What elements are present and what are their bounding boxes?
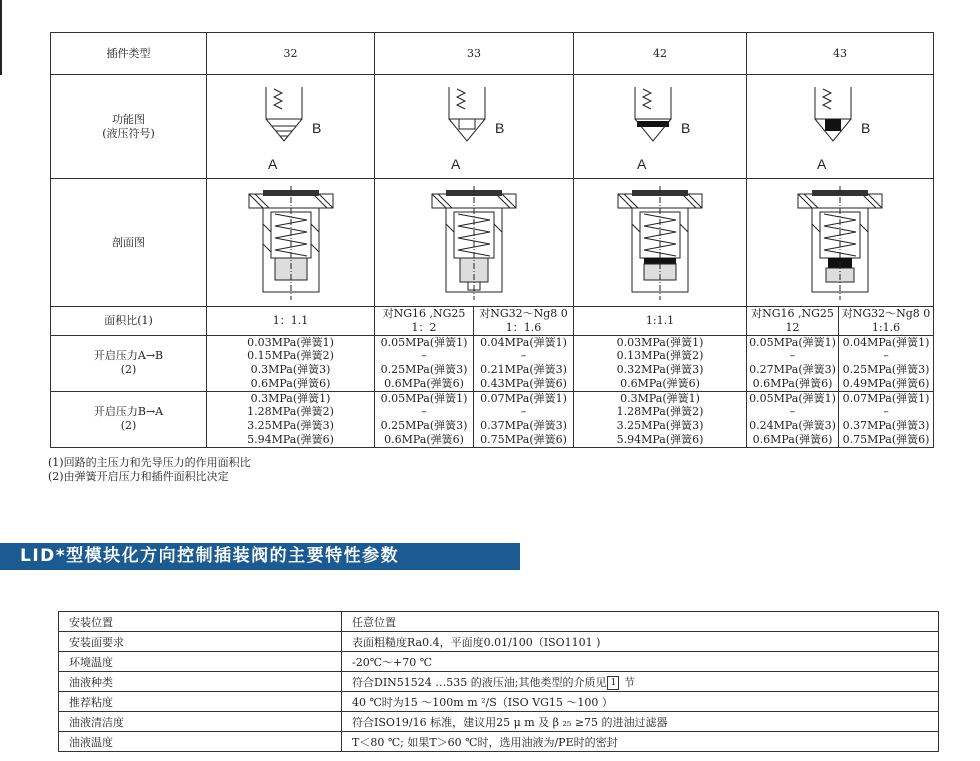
- property-label: 油液种类: [59, 672, 342, 692]
- property-row: [59, 712, 939, 732]
- svg-text:A: A: [451, 155, 461, 172]
- property-label: 环境温度: [59, 652, 342, 672]
- open-ba-32: 0.3MPa(弹簧1) 1.28MPa(弹簧2) 3.25MPa(弹簧3) 5.94MPa(弹簧6): [207, 391, 375, 447]
- property-label: 油液清洁度: [59, 712, 342, 732]
- check-valve-block-symbol-icon: [795, 79, 885, 175]
- section-33: [375, 179, 574, 307]
- open-ba-43-small: 0.05MPa(弹簧1) – 0.24MPa(弹簧3) 0.6MPa(弹簧6): [747, 391, 839, 447]
- svg-text:B: B: [861, 119, 871, 136]
- type-33: 33: [375, 33, 574, 75]
- property-label: 安装位置: [59, 612, 342, 632]
- properties-table: [58, 611, 939, 752]
- check-valve-seal-symbol-icon: [615, 79, 705, 175]
- svg-text:A: A: [267, 155, 277, 172]
- section-title-banner: LID*型模块化方向控制插装阀的主要特性参数: [0, 543, 520, 570]
- svg-text:A: A: [817, 155, 827, 172]
- cartridge-section-drawing-icon: [610, 184, 710, 302]
- cartridge-spec-table: [50, 32, 934, 448]
- footnotes: [48, 456, 251, 484]
- property-value: 表面粗糙度Ra0.4，平面度0.01/100（ISO1101 ): [342, 632, 939, 652]
- check-valve-damped-symbol-icon: [429, 79, 519, 175]
- function-row: [51, 75, 934, 179]
- open-pressure-ab-label: 开启压力A→B (2): [51, 335, 207, 391]
- open-ba-42: 0.3MPa(弹簧1) 1.28MPa(弹簧2) 3.25MPa(弹簧3) 5.94MPa(弹簧6): [574, 391, 747, 447]
- type-43: 43: [747, 33, 934, 75]
- area-32: 1：1.1: [207, 307, 375, 336]
- open-ab-32: 0.03MPa(弹簧1) 0.15MPa(弹簧2) 0.3MPa(弹簧3) 0.6MPa(弹簧6): [207, 335, 375, 391]
- property-row: [59, 672, 939, 692]
- area-43-large: 对NG32～Ng8 0 1:1.6: [839, 307, 934, 336]
- area-42: 1:1.1: [574, 307, 747, 336]
- property-value: 任意位置: [342, 612, 939, 632]
- property-label: 推荐粘度: [59, 692, 342, 712]
- function-label: 功能图 (液压符号): [51, 75, 207, 179]
- open-ab-42: 0.03MPa(弹簧1) 0.13MPa(弹簧2) 0.32MPa(弹簧3) 0.6MPa(弹簧6): [574, 335, 747, 391]
- cartridge-section-drawing-icon: [790, 184, 890, 302]
- open-pressure-ba-row: [51, 391, 934, 447]
- property-value: -20℃～+70 ℃: [342, 652, 939, 672]
- open-ba-33-large: 0.07MPa(弹簧1) – 0.37MPa(弹簧3) 0.75MPa(弹簧6): [474, 391, 574, 447]
- symbol-43: [747, 75, 934, 179]
- footnote-1: (1)回路的主压力和先导压力的作用面积比: [48, 456, 251, 469]
- svg-text:B: B: [681, 119, 691, 136]
- open-ab-33-large: 0.04MPa(弹簧1) – 0.21MPa(弹簧3) 0.43MPa(弹簧6): [474, 335, 574, 391]
- property-row: [59, 652, 939, 672]
- cartridge-section-drawing-icon: [424, 184, 524, 302]
- page-edge-mark: [0, 0, 2, 75]
- open-ab-43-large: 0.04MPa(弹簧1) – 0.25MPa(弹簧3) 0.49MPa(弹簧6): [839, 335, 934, 391]
- open-ab-43-small: 0.05MPa(弹簧1) – 0.27MPa(弹簧3) 0.6MPa(弹簧6): [747, 335, 839, 391]
- property-label: 油液温度: [59, 732, 342, 752]
- open-ab-33-small: 0.05MPa(弹簧1) – 0.25MPa(弹簧3) 0.6MPa(弹簧6): [375, 335, 474, 391]
- symbol-33: [375, 75, 574, 179]
- property-value: T＜80 ℃; 如果T＞60 ℃时，选用油液为/PE时的密封: [342, 732, 939, 752]
- property-label: 安装面要求: [59, 632, 342, 652]
- check-valve-symbol-icon: [246, 79, 336, 175]
- section-row: [51, 179, 934, 307]
- cartridge-section-drawing-icon: [241, 184, 341, 302]
- area-33-small: 对NG16 ,NG25 1：2: [375, 307, 474, 336]
- property-row: [59, 732, 939, 752]
- open-ba-33-small: 0.05MPa(弹簧1) – 0.25MPa(弹簧3) 0.6MPa(弹簧6): [375, 391, 474, 447]
- open-pressure-ba-label: 开启压力B→A (2): [51, 391, 207, 447]
- type-32: 32: [207, 33, 375, 75]
- area-ratio-row: [51, 307, 934, 336]
- section-32: [207, 179, 375, 307]
- svg-text:B: B: [311, 119, 321, 136]
- type-row: [51, 33, 934, 75]
- area-43-small: 对NG16 ,NG25 12: [747, 307, 839, 336]
- svg-text:B: B: [495, 119, 505, 136]
- property-value: 40 ℃时为15 ～100m m ²/S（ISO VG15 ～100 ）: [342, 692, 939, 712]
- type-header-label: 插件类型: [51, 33, 207, 75]
- property-value: 符合ISO19/16 标准，建议用25 μ m 及 β ₂₅ ≥75 的进油过滤器: [342, 712, 939, 732]
- area-ratio-label: 面积比(1): [51, 307, 207, 336]
- section-ref-box: 1: [607, 676, 619, 690]
- property-row: [59, 692, 939, 712]
- section-42: [574, 179, 747, 307]
- footnote-2: (2)由弹簧开启压力和插件面积比决定: [48, 470, 229, 483]
- section-label: 剖面图: [51, 179, 207, 307]
- type-42: 42: [574, 33, 747, 75]
- symbol-42: [574, 75, 747, 179]
- property-row: [59, 632, 939, 652]
- property-row: [59, 612, 939, 632]
- area-33-large: 对NG32～Ng8 0 1：1.6: [474, 307, 574, 336]
- open-pressure-ab-row: [51, 335, 934, 391]
- property-value: 符合DIN51524 …535 的液压油;其他类型的介质见 1 节: [342, 672, 939, 692]
- symbol-32: [207, 75, 375, 179]
- section-43: [747, 179, 934, 307]
- open-ba-43-large: 0.07MPa(弹簧1) – 0.37MPa(弹簧3) 0.75MPa(弹簧6): [839, 391, 934, 447]
- svg-text:A: A: [637, 155, 647, 172]
